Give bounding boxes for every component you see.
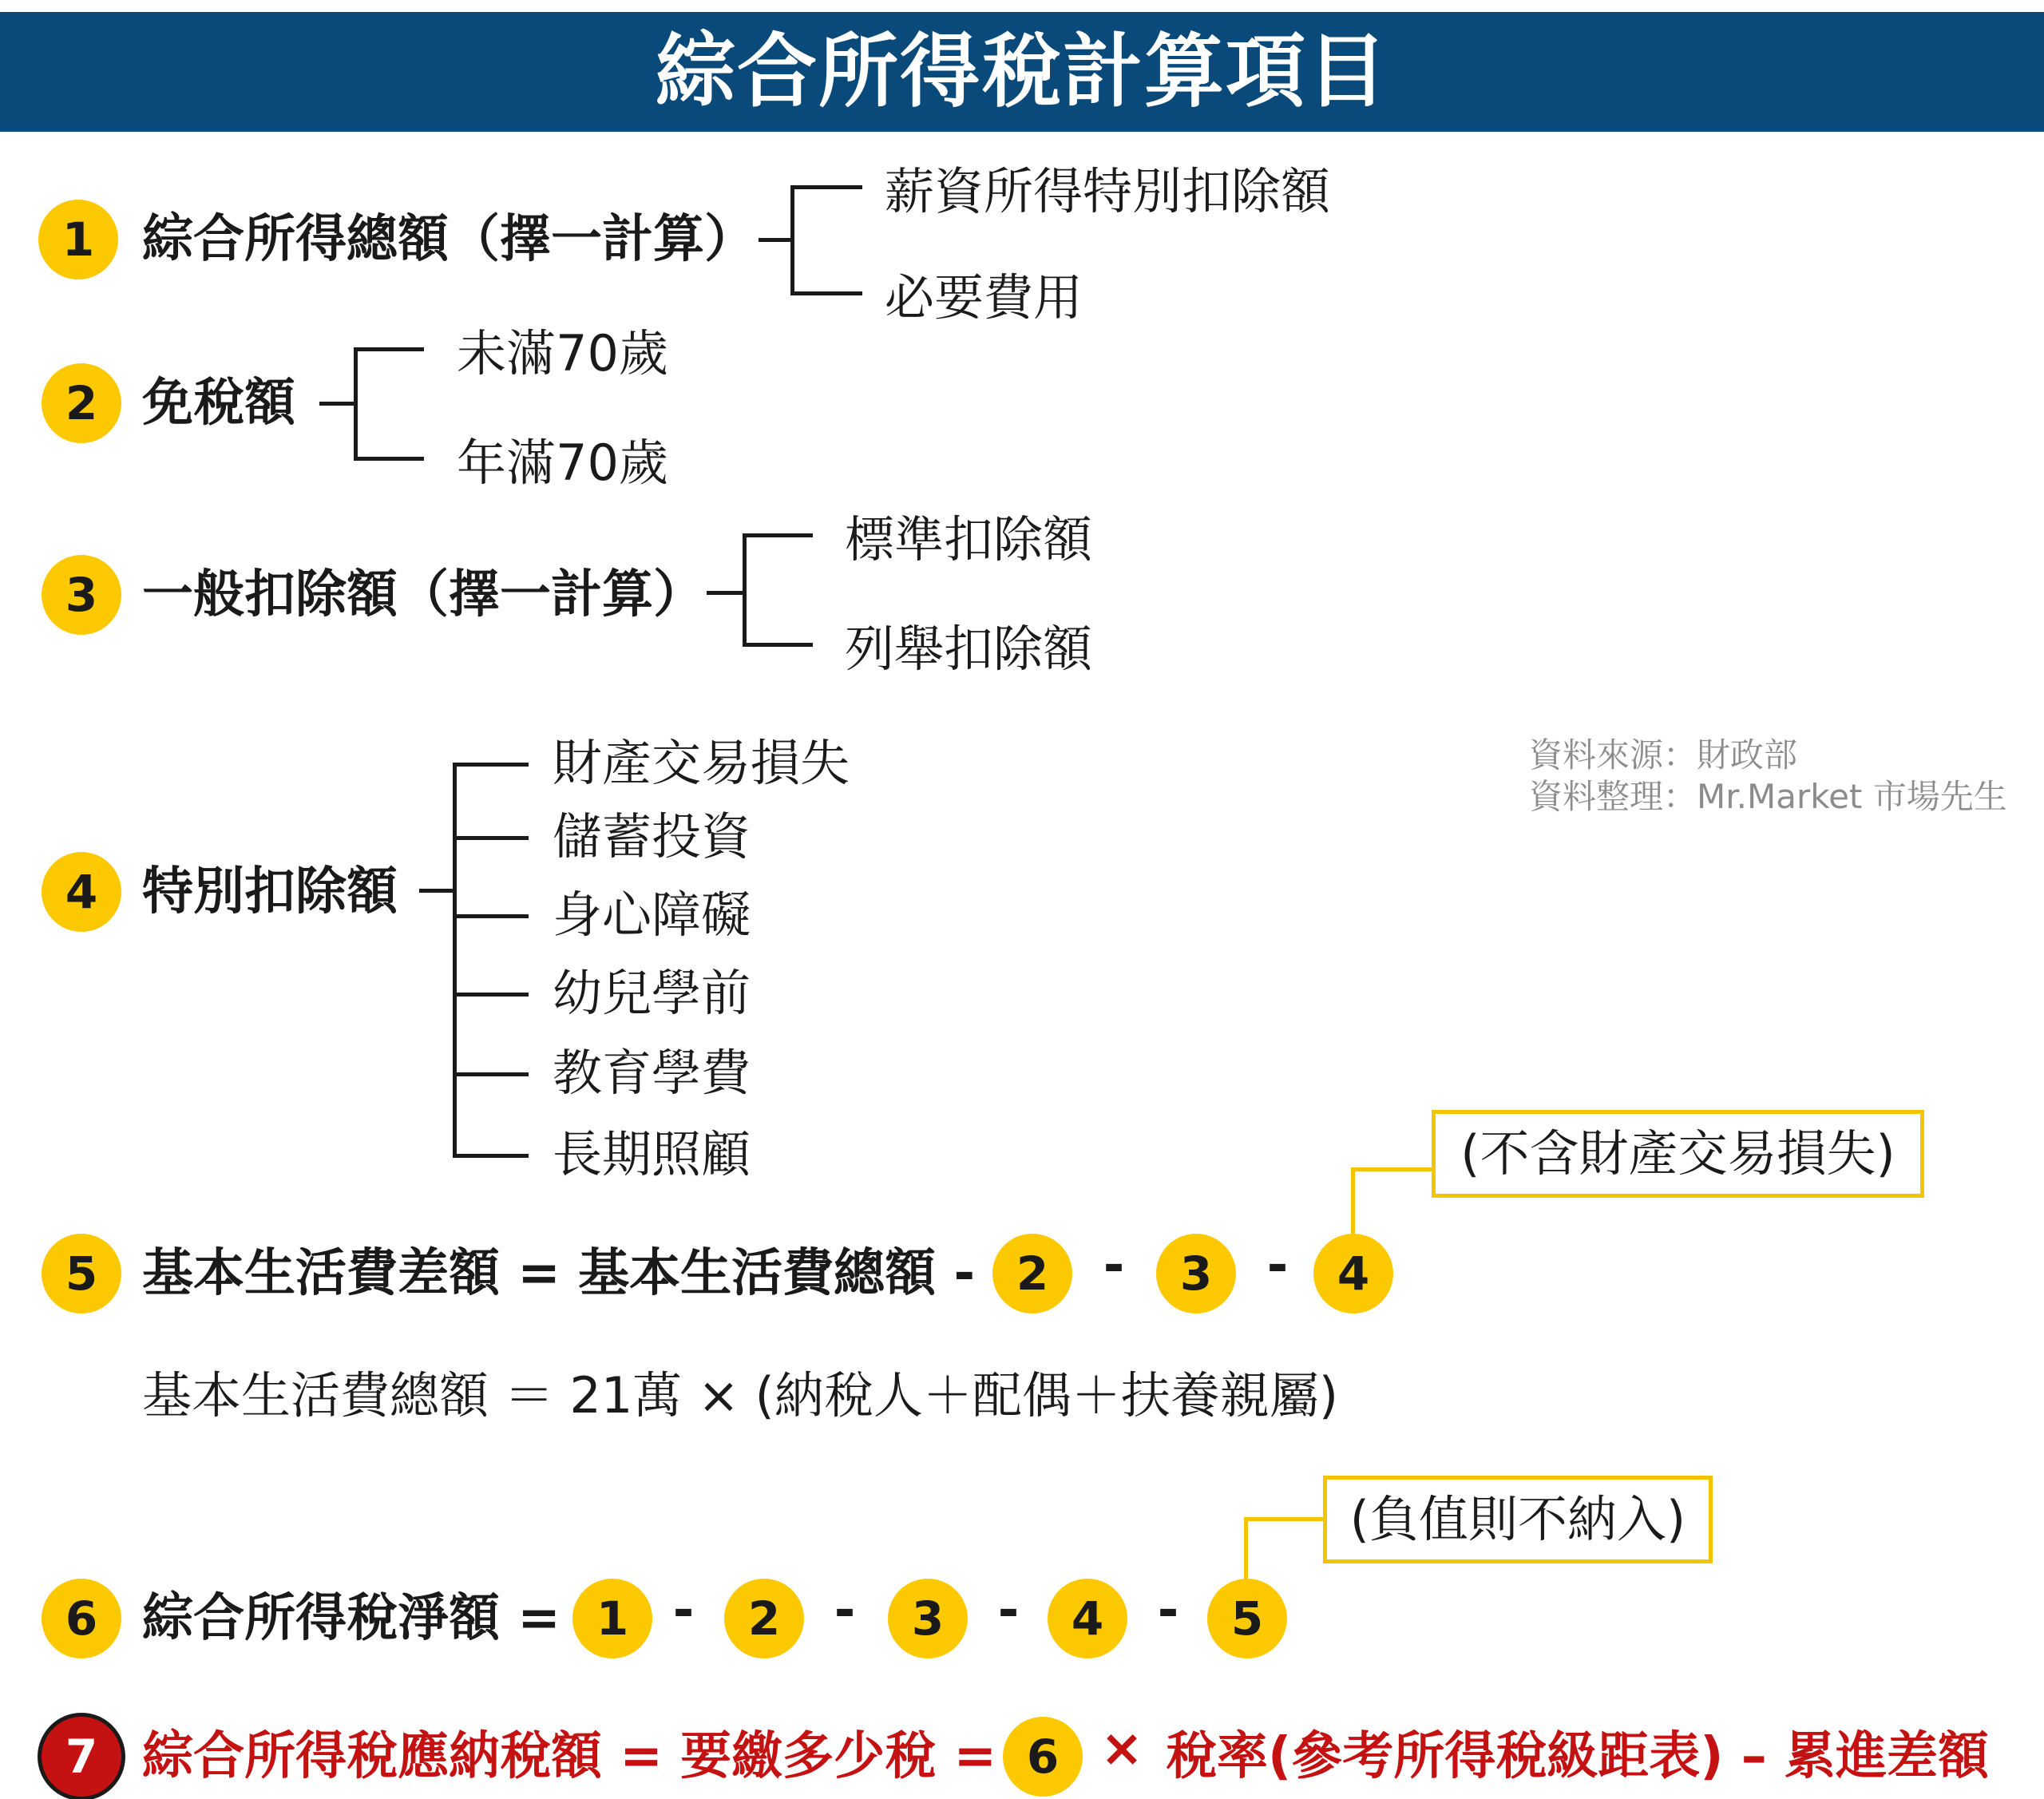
formula-5-ref-4: 4 bbox=[1313, 1234, 1393, 1314]
item-1-sub-1: 薪資所得特別扣除額 bbox=[885, 162, 1331, 220]
bracket-arm bbox=[743, 643, 813, 647]
item-3-sub-1: 標準扣除額 bbox=[845, 510, 1093, 569]
bracket-arm bbox=[354, 457, 424, 461]
page-title: 綜合所得稅計算項目 bbox=[656, 25, 1388, 118]
item-3-number: 3 bbox=[42, 555, 121, 635]
bracket-arm bbox=[790, 185, 862, 189]
item-4-sub-5: 教育學費 bbox=[553, 1044, 751, 1102]
bracket-spine bbox=[790, 185, 794, 294]
item-1-label: 綜合所得總額（擇一計算） bbox=[142, 210, 755, 269]
note-connector bbox=[1351, 1167, 1434, 1171]
item-4-sub-6: 長期照顧 bbox=[553, 1125, 751, 1183]
formula-6-ref-5: 5 bbox=[1207, 1579, 1287, 1658]
item-3-label: 一般扣除額（擇一計算） bbox=[142, 565, 704, 624]
bracket-arm bbox=[354, 347, 424, 351]
formula-5-lhs: 基本生活費差額 = 基本生活費總額 - bbox=[142, 1244, 976, 1303]
bracket-arm bbox=[453, 993, 529, 997]
item-1-sub-2: 必要費用 bbox=[885, 268, 1083, 327]
bracket-spine bbox=[453, 763, 457, 1158]
formula-6-number: 6 bbox=[42, 1579, 121, 1658]
bracket-spine bbox=[354, 347, 358, 459]
bracket-stem bbox=[759, 238, 792, 242]
minus-sign: - bbox=[997, 1581, 1020, 1640]
item-3-sub-2: 列舉扣除額 bbox=[845, 620, 1093, 678]
note-connector bbox=[1244, 1517, 1248, 1581]
item-4-label: 特別扣除額 bbox=[142, 862, 398, 921]
bracket-stem bbox=[707, 591, 745, 595]
formula-6-ref-3: 3 bbox=[888, 1579, 968, 1658]
bracket-arm bbox=[453, 914, 529, 918]
formula-6-ref-4: 4 bbox=[1048, 1579, 1127, 1658]
formula-6-lhs: 綜合所得稅淨額 = bbox=[142, 1589, 561, 1648]
bracket-arm bbox=[453, 1072, 529, 1076]
item-2-number: 2 bbox=[42, 363, 121, 443]
bracket-arm bbox=[743, 533, 813, 537]
bracket-stem bbox=[419, 889, 455, 893]
formula-5-sub-formula: 基本生活費總額 ＝ 21萬 × (納稅人＋配偶＋扶養親屬) bbox=[142, 1366, 1339, 1425]
item-2-sub-1: 未滿70歲 bbox=[457, 324, 668, 382]
item-4-sub-1: 財產交易損失 bbox=[553, 734, 850, 792]
times-sign: × bbox=[1100, 1719, 1143, 1778]
item-4-sub-2: 儲蓄投資 bbox=[553, 807, 751, 866]
formula-5-ref-2: 2 bbox=[992, 1234, 1072, 1314]
formula-7-rhs: 稅率(參考所得稅級距表) – 累進差額 bbox=[1166, 1727, 1990, 1786]
item-2-label: 免稅額 bbox=[142, 374, 295, 433]
bracket-arm bbox=[790, 291, 862, 295]
formula-5-number: 5 bbox=[42, 1234, 121, 1314]
formula-5-ref-3: 3 bbox=[1156, 1234, 1236, 1314]
minus-sign: - bbox=[672, 1581, 695, 1640]
bracket-arm bbox=[453, 763, 529, 767]
bracket-arm bbox=[453, 1154, 529, 1158]
item-1-number: 1 bbox=[38, 200, 118, 279]
note-5: (不含財產交易損失) bbox=[1460, 1124, 1895, 1183]
note-connector bbox=[1244, 1517, 1325, 1521]
source-note-1: 資料來源：財政部 bbox=[1529, 735, 1798, 775]
minus-sign: - bbox=[1157, 1581, 1179, 1640]
note-connector bbox=[1351, 1167, 1355, 1238]
bracket-arm bbox=[453, 836, 529, 840]
item-4-number: 4 bbox=[42, 852, 121, 932]
bracket-stem bbox=[319, 402, 356, 406]
minus-sign: - bbox=[1266, 1236, 1289, 1295]
formula-7-ref-6: 6 bbox=[1003, 1717, 1083, 1797]
note-6: (負值則不納入) bbox=[1349, 1490, 1686, 1548]
minus-sign: - bbox=[834, 1581, 856, 1640]
formula-6-ref-2: 2 bbox=[724, 1579, 804, 1658]
bracket-spine bbox=[743, 533, 747, 647]
item-4-sub-4: 幼兒學前 bbox=[553, 964, 751, 1022]
formula-7-number: 7 bbox=[42, 1717, 121, 1797]
item-2-sub-2: 年滿70歲 bbox=[457, 434, 668, 492]
minus-sign: - bbox=[1103, 1236, 1125, 1295]
formula-6-ref-1: 1 bbox=[572, 1579, 652, 1658]
item-4-sub-3: 身心障礙 bbox=[553, 886, 751, 944]
source-note-2: 資料整理：Mr.Market 市場先生 bbox=[1529, 777, 2007, 816]
formula-7-lhs: 綜合所得稅應納稅額 = 要繳多少稅 = bbox=[142, 1727, 997, 1786]
